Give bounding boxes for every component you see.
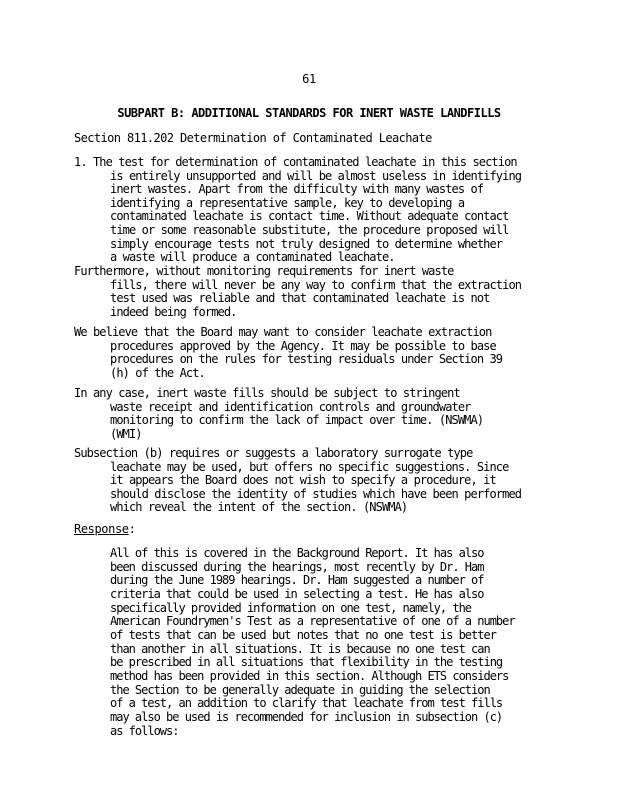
response-line: of tests that can be used but notes that no one test is better — [110, 627, 496, 642]
paragraph-line: identifying a representative sample, key to developing a — [110, 195, 465, 210]
paragraph-line: 1. The test for determination of contaminated leachate in this section — [74, 155, 517, 169]
paragraph-line: monitoring to confirm the lack of impact over time. (NSWMA) — [110, 413, 484, 428]
response-line: may also be used is recommended for inclusion in subsection (c) — [110, 709, 503, 724]
paragraph-line: is entirely unsupported and will be almost useless in identifying — [110, 168, 522, 183]
paragraph-line: which reveal the intent of the section. (NSWMA) — [110, 500, 408, 515]
comment-paragraph-5 — [74, 447, 554, 515]
response-paragraph — [110, 547, 560, 738]
response-label — [74, 522, 135, 536]
response-line: during the June 1989 hearings. Dr. Ham suggested a number of — [110, 573, 484, 588]
paragraph-line: procedures on the rules for testing residuals under Section 39 — [110, 352, 503, 367]
response-line: American Foundrymen's Test as a representative of one of a number — [110, 614, 515, 629]
section-title: Section 811.202 Determination of Contaminated Leachate — [74, 131, 432, 145]
comment-paragraph-1 — [74, 156, 554, 265]
response-line: criteria that could be used in selecting a test. He has also — [110, 586, 484, 601]
paragraph-line: simply encourage tests not truly designed to determine whether — [110, 236, 503, 251]
response-line: method has been provided in this section. Although ETS considers — [110, 668, 509, 683]
paragraph-line: inert wastes. Apart from the difficulty with many wastes of — [110, 182, 484, 197]
page-number: 61 — [302, 72, 316, 86]
paragraph-line: test used was reliable and that contaminated leachate is not — [110, 291, 490, 306]
paragraph-line: leachate may be used, but offers no specific suggestions. Since — [110, 459, 509, 474]
response-line: be prescribed in all situations that flexibility in the testing — [110, 655, 503, 670]
paragraph-line: In any case, inert waste fills should be subject to stringent — [74, 386, 460, 400]
paragraph-line: it appears the Board does not wish to specify a procedure, it — [110, 473, 496, 488]
response-line: specifically provided information on one test, namely, the — [110, 600, 472, 615]
response-line: the Section to be generally adequate in guiding the selection — [110, 682, 490, 697]
paragraph-line: We believe that the Board may want to consider leachate extraction — [74, 325, 492, 339]
comment-paragraph-3 — [74, 326, 554, 380]
paragraph-line: (WMI) — [110, 426, 142, 441]
paragraph-line: fills, there will never be any way to confirm that the extraction — [110, 277, 522, 292]
response-line: been discussed during the hearings, most recently by Dr. Ham — [110, 559, 484, 574]
paragraph-line: Furthermore, without monitoring requirements for inert waste — [74, 264, 454, 278]
paragraph-line: procedures approved by the Agency. It may be possible to base — [110, 338, 496, 353]
response-line: than another in all situations. It is because no one test can — [110, 641, 490, 656]
response-line: All of this is covered in the Background Report. It has also — [110, 546, 484, 560]
response-label-suffix: : — [128, 522, 136, 536]
paragraph-line: (h) of the Act. — [110, 365, 205, 380]
paragraph-line: waste receipt and identification controls and groundwater — [110, 399, 471, 414]
paragraph-line: a waste will produce a contaminated leachate. — [110, 250, 395, 265]
paragraph-line: Subsection (b) requires or suggests a laboratory surrogate type — [74, 446, 473, 460]
response-label-text: Response — [74, 522, 129, 536]
comment-paragraph-2 — [74, 265, 554, 319]
response-line: of a test, an addition to clarify that leachate from test fills — [110, 696, 503, 711]
paragraph-line: contaminated leachate is contact time. Without adequate contact — [110, 209, 509, 224]
response-line: as follows: — [110, 723, 179, 738]
subpart-heading: SUBPART B: ADDITIONAL STANDARDS FOR INERT WASTE LANDFILLS — [117, 106, 501, 120]
comment-paragraph-4 — [74, 387, 554, 441]
paragraph-line: time or some reasonable substitute, the procedure proposed will — [110, 222, 509, 237]
paragraph-line: indeed being formed. — [110, 304, 237, 319]
paragraph-line: should disclose the identity of studies which have been performed — [110, 486, 522, 501]
